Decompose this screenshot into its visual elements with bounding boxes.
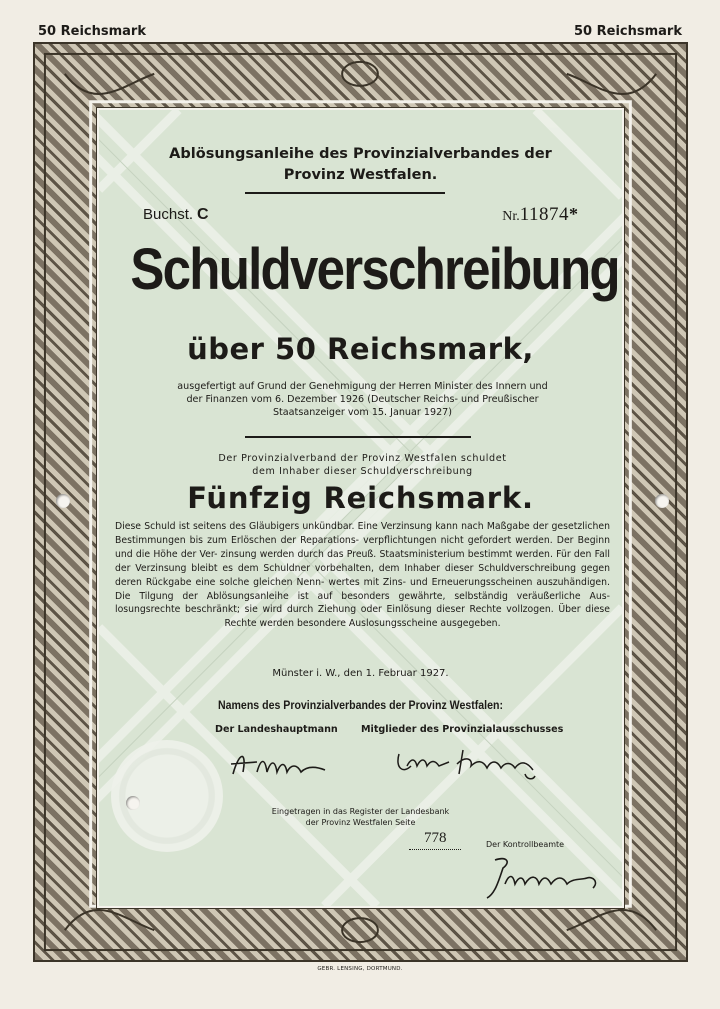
place-and-date: Münster i. W., den 1. Februar 1927. <box>272 668 449 679</box>
signatory-title-right: Mitglieder des Provinzialausschusses <box>361 724 564 735</box>
text-line: ausgefertigt auf Grund der Genehmigung der Herren Minister des Innern und <box>177 381 548 392</box>
on-behalf-line: Namens des Provinzialverbandes der Provinz Westfalen: <box>218 700 503 712</box>
text-line: Eingetragen in das Register der Landesbank <box>271 807 450 816</box>
register-page-number: 778 <box>424 830 447 846</box>
series-label: Buchst. <box>143 206 194 223</box>
debtor-statement <box>119 452 606 478</box>
serial-prefix: Nr. <box>502 209 520 224</box>
terms-line: verpflichtungen nicht gefordert werden. Der Beginn und die Höhe der Ver- <box>115 534 610 560</box>
terms-line: vollzogen. Über diese Rechte werden besondere Auslosungsscheine ausgegeben. <box>224 604 610 630</box>
text-line: der Finanzen vom 6. Dezember 1926 (Deutscher Reichs- und Preußischer <box>186 394 539 405</box>
punch-hole <box>655 494 669 508</box>
signatory-title-left: Der Landeshauptmann <box>215 724 338 735</box>
issuer-line: Provinz Westfalen. <box>283 167 438 183</box>
certificate-text <box>99 110 622 906</box>
text-line: Der Provinzialverband der Provinz Westfalen schuldet <box>218 453 507 464</box>
signature-controller <box>481 854 611 904</box>
terms-line: dieser Schuldverschreibung gegen deren Rückgabe eine solche gleichen Nenn- <box>115 562 610 588</box>
amount-in-words: Fünfzig Reichsmark. <box>187 481 534 515</box>
terms-line: losungsrechte beschränkt; sie wird durch Ziehung oder Einlösung dieser Rechte <box>115 604 502 616</box>
punch-hole <box>56 494 70 508</box>
text-line: der Provinz Westfalen Seite <box>305 818 416 827</box>
serial-value: 11874 <box>519 204 569 225</box>
text-line: dem Inhaber dieser Schuldverschreibung <box>252 466 473 477</box>
issuer-line: Ablösungsanleihe des Provinzialverbandes der <box>169 146 552 162</box>
register-note <box>99 806 622 828</box>
printer-imprint: GEBR. LENSING, DORTMUND. <box>317 966 403 972</box>
serial-number <box>502 204 578 226</box>
divider <box>245 192 445 194</box>
divider <box>245 436 471 438</box>
controller-label: Der Kontrollbeamte <box>486 840 565 849</box>
signature-landeshauptmann <box>227 746 331 780</box>
certificate-panel <box>97 108 624 908</box>
terms-line: Maßgabe der gesetzlichen Bestimmungen bis zum Erlöschen der Reparations- <box>115 521 611 546</box>
register-dotted-line <box>409 849 461 850</box>
terms-paragraph <box>115 520 610 631</box>
serial-mark: * <box>569 204 578 224</box>
terms-line: zinsung werden durch das Preuß. Staatsministerium bestimmt werden. Für <box>220 548 571 560</box>
denomination-line: über 50 Reichsmark, <box>187 332 534 366</box>
terms-line: Diese Schuld ist seitens des Gläubigers unkündbar. Eine Verzinsung kann nach <box>115 521 484 532</box>
signature-committee-members <box>393 744 543 784</box>
issuer-heading <box>99 144 622 186</box>
authorization-text <box>129 380 596 419</box>
text-line: Staatsanzeiger vom 15. Januar 1927) <box>272 407 453 418</box>
series-letter <box>143 206 209 224</box>
terms-line: wertes mit Zins- und Erneuerungsscheinen auszuhändigen. Die Tilgung der <box>115 576 610 602</box>
document-title: Schuldverschreibung <box>130 237 619 302</box>
corner-denomination-left: 50 Reichsmark <box>38 24 146 39</box>
corner-denomination-right: 50 Reichsmark <box>574 24 682 39</box>
terms-line: den Fall der Verzinsung bleibt es dem Schuldner vorbehalten, dem Inhaber <box>115 548 610 574</box>
terms-line: Ablösungsanleihe ist auf besonders gewährte, selbständig veräußerliche Aus- <box>206 590 610 602</box>
series-value: C <box>197 206 209 223</box>
